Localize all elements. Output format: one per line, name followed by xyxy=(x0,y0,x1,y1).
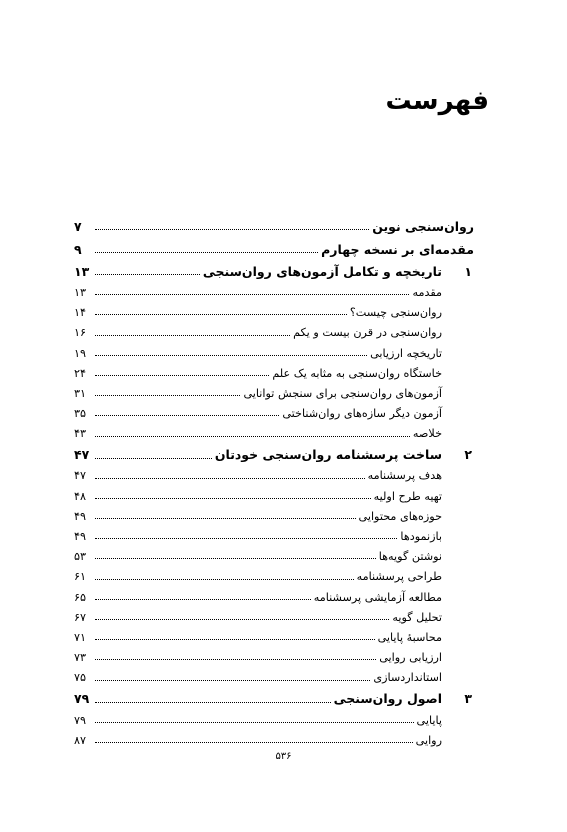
toc-page-number: ۶۵ xyxy=(74,590,87,604)
toc-section-entry[interactable] xyxy=(74,502,474,522)
toc-entry-title: نوشتن گویه‌ها xyxy=(378,550,442,564)
toc-entry-title: تاریخچه ارزیابی xyxy=(370,346,442,360)
dot-leader xyxy=(95,741,413,743)
toc-section-entry[interactable] xyxy=(74,278,474,298)
toc-section-entry[interactable] xyxy=(74,706,474,726)
dot-leader xyxy=(95,598,311,600)
toc-entry-title: تاریخچه و تکامل آزمون‌های روان‌سنجی xyxy=(202,263,442,279)
toc-entry-title: مقدمه‌ای بر نسخه چهارم xyxy=(321,241,474,257)
toc-page-number: ۱۳ xyxy=(74,285,87,299)
toc-section-entry[interactable] xyxy=(74,623,474,643)
dot-leader xyxy=(95,497,371,499)
dot-leader xyxy=(95,638,375,640)
toc-page-number: ۵۳ xyxy=(74,550,87,564)
dot-leader xyxy=(95,517,356,519)
toc-section-entry[interactable] xyxy=(74,663,474,683)
dot-leader xyxy=(95,251,318,253)
toc-page-number: ۷۳ xyxy=(74,651,87,665)
dot-leader xyxy=(95,313,347,315)
toc-section-entry[interactable] xyxy=(74,562,474,582)
dot-leader xyxy=(95,435,410,437)
toc-entry-title: تهیه طرح اولیه xyxy=(373,489,442,503)
dot-leader xyxy=(95,334,290,336)
toc-section-entry[interactable] xyxy=(74,522,474,542)
toc-entry-title: روان‌سنجی نوین xyxy=(372,218,474,234)
toc-page-number: ۴۷ xyxy=(74,447,90,462)
dot-leader xyxy=(95,414,279,416)
toc-page-number: ۴۹ xyxy=(74,509,87,523)
toc-entry-title: روان‌سنجی چیست؟ xyxy=(349,306,442,320)
toc-section-entry[interactable] xyxy=(74,583,474,603)
toc-chapter-number: ۳ xyxy=(464,691,472,707)
toc-page-number: ۳۵ xyxy=(74,407,87,421)
toc-entry-title: تحلیل گویه xyxy=(392,610,442,624)
toc-page-number: ۳۱ xyxy=(74,386,87,400)
toc-entry-title: پایایی xyxy=(416,713,442,727)
toc-section-entry[interactable] xyxy=(74,603,474,623)
dot-leader xyxy=(95,273,200,275)
toc-page-number: ۱۹ xyxy=(74,346,87,360)
dot-leader xyxy=(95,618,389,620)
toc-page-number: ۱۳ xyxy=(74,263,90,279)
toc-section-entry[interactable] xyxy=(74,542,474,562)
toc-section-entry[interactable] xyxy=(74,419,474,439)
toc-entry-title: هدف پرسشنامه xyxy=(367,469,442,483)
toc-entry-title: طراحی پرسشنامه xyxy=(356,570,442,584)
toc-section-entry[interactable] xyxy=(74,379,474,399)
toc-page-number: ۴۹ xyxy=(74,530,87,544)
toc-section-entry[interactable] xyxy=(74,339,474,359)
toc-entry-title: مقدمه xyxy=(412,285,442,299)
toc-entry-title: آزمون‌های روان‌سنجی برای سنجش توانایی xyxy=(243,386,442,400)
toc-page-number: ۶۱ xyxy=(74,570,87,584)
page-number: ۵۳۶ xyxy=(275,751,292,762)
toc-entry[interactable] xyxy=(74,233,474,256)
dot-leader xyxy=(95,228,369,230)
toc-entry-title: استانداردسازی xyxy=(373,671,442,685)
dot-leader xyxy=(95,557,376,559)
toc-section-entry[interactable] xyxy=(74,726,474,746)
toc-chapter-number: ۲ xyxy=(464,447,472,462)
toc-entry-title: محاسبهٔ پایایی xyxy=(377,630,442,644)
dot-leader xyxy=(95,537,397,539)
toc-section-entry[interactable] xyxy=(74,318,474,338)
dot-leader xyxy=(95,658,376,660)
toc-chapter-entry[interactable] xyxy=(74,256,474,278)
toc-page-number: ۴۷ xyxy=(74,469,87,483)
dot-leader xyxy=(95,394,240,396)
toc-chapter-entry[interactable] xyxy=(74,440,474,462)
dot-leader xyxy=(95,721,414,723)
toc-section-entry[interactable] xyxy=(74,643,474,663)
toc-page-number: ۸۷ xyxy=(74,733,87,747)
dot-leader xyxy=(95,457,212,459)
toc-section-entry[interactable] xyxy=(74,399,474,419)
toc-page-number: ۴۸ xyxy=(74,489,87,503)
toc-chapter-entry[interactable] xyxy=(74,684,474,706)
toc-section-entry[interactable] xyxy=(74,482,474,502)
dot-leader xyxy=(95,477,365,479)
toc-page-number: ۲۴ xyxy=(74,366,87,380)
toc-entry-title: روان‌سنجی در قرن بیست و یکم xyxy=(293,326,442,340)
toc-entry-title: ارزیابی روایی xyxy=(379,651,442,665)
toc-entry-title: حوزه‌های محتوایی xyxy=(358,509,442,523)
toc-page-number: ۱۴ xyxy=(74,306,87,320)
table-of-contents xyxy=(74,210,474,746)
toc-section-entry[interactable] xyxy=(74,359,474,379)
toc-entry-title: اصول روان‌سنجی xyxy=(333,691,442,707)
toc-page-number: ۹ xyxy=(74,241,82,257)
toc-entry-title: خاستگاه روان‌سنجی به مثابه یک علم xyxy=(272,366,442,380)
toc-page-number: ۴۳ xyxy=(74,427,87,441)
toc-entry[interactable] xyxy=(74,210,474,233)
toc-page-number: ۷۹ xyxy=(74,713,87,727)
toc-section-entry[interactable] xyxy=(74,462,474,482)
dot-leader xyxy=(95,293,409,295)
toc-page-number: ۶۷ xyxy=(74,610,87,624)
toc-entry-title: مطالعه آزمایشی پرسشنامه xyxy=(313,590,442,604)
toc-entry-title: بازنمودها xyxy=(400,530,442,544)
dot-leader xyxy=(95,374,269,376)
toc-page-number: ۷۵ xyxy=(74,671,87,685)
toc-entry-title: روایی xyxy=(415,733,442,747)
toc-page-number: ۱۶ xyxy=(74,326,87,340)
dot-leader xyxy=(95,354,367,356)
toc-chapter-number: ۱ xyxy=(464,263,472,279)
toc-entry-title: آزمون دیگر سازه‌های روان‌شناختی xyxy=(282,407,442,421)
dot-leader xyxy=(95,578,354,580)
toc-entry-title: خلاصه xyxy=(412,427,442,441)
toc-page-number: ۷ xyxy=(74,218,82,234)
toc-page-number: ۷۱ xyxy=(74,630,87,644)
dot-leader xyxy=(95,679,370,681)
page-title: فهرست xyxy=(385,86,489,116)
dot-leader xyxy=(95,701,331,703)
toc-entry-title: ساخت پرسشنامه روان‌سنجی خودتان xyxy=(214,447,442,462)
toc-page-number: ۷۹ xyxy=(74,691,90,707)
toc-section-entry[interactable] xyxy=(74,298,474,318)
